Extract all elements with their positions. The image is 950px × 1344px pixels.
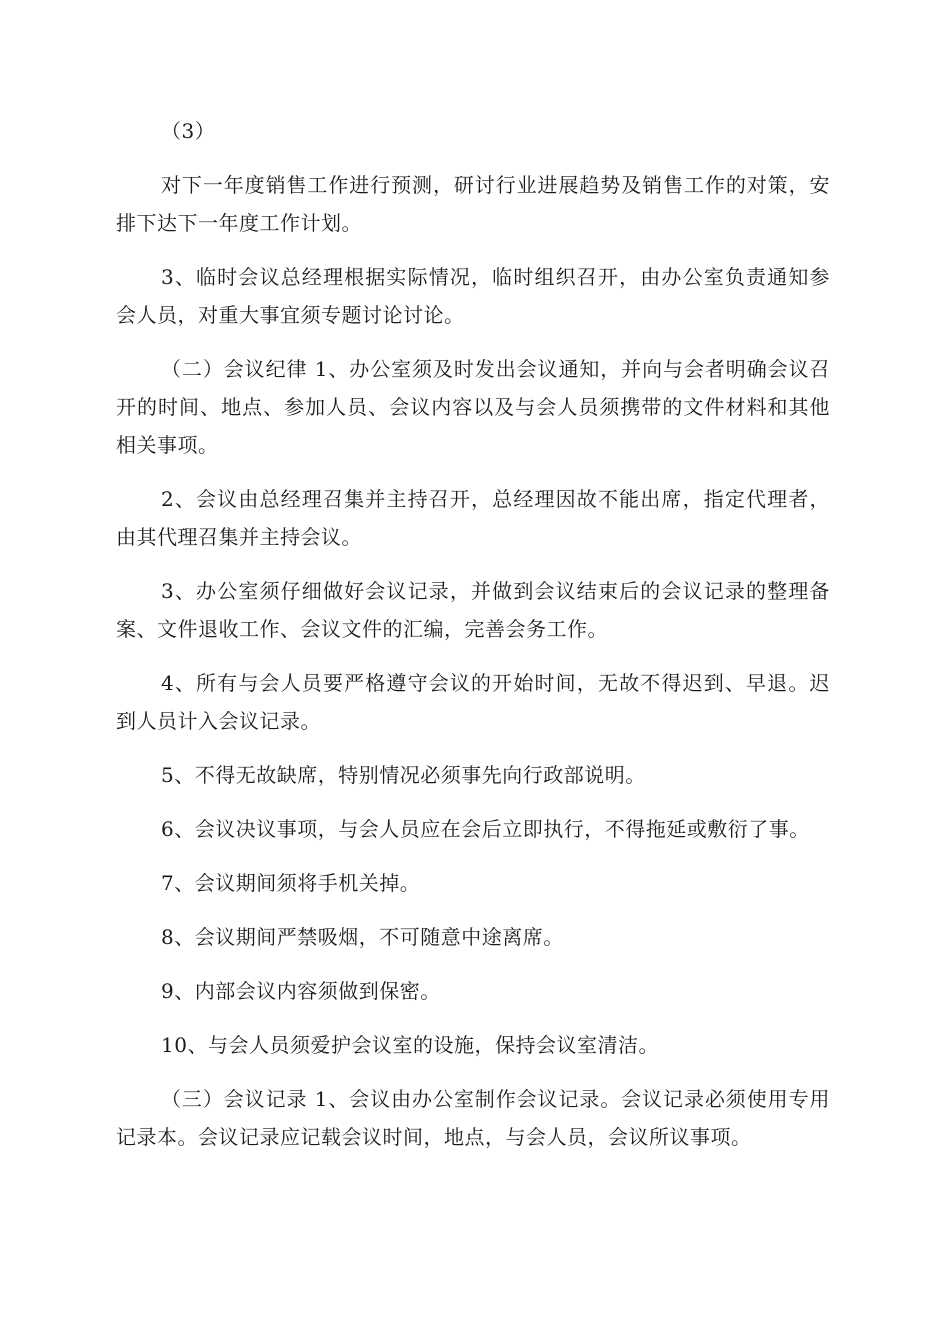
- paragraph-sales-forecast: 对下一年度销售工作进行预测，研讨行业进展趋势及销售工作的对策，安排下达下一年度工作计划。: [116, 173, 830, 235]
- paragraph-meeting-discipline-7: 7、会议期间须将手机关掉。: [161, 871, 421, 895]
- paragraph-meeting-discipline-8: 8、会议期间严禁吸烟，不可随意中途离席。: [161, 925, 564, 949]
- paragraph-meeting-discipline-10: 10、与会人员须爱护会议室的设施，保持会议室清洁。: [161, 1033, 659, 1057]
- paragraph-meeting-discipline-6: 6、会议决议事项，与会人员应在会后立即执行，不得拖延或敷衍了事。: [161, 817, 810, 841]
- paragraph-meeting-records-1: （三）会议记录 1、会议由办公室制作会议记录。会议记录必须使用专用记录本。会议记录应记载会议时间，地点，与会人员，会议所议事项。: [116, 1087, 830, 1149]
- paragraph-meeting-discipline-9: 9、内部会议内容须做到保密。: [161, 979, 441, 1003]
- paragraph-meeting-discipline-1: （二）会议纪律 1、办公室须及时发出会议通知，并向与会者明确会议召开的时间、地点、参加人员、会议内容以及与会人员须携带的文件材料和其他相关事项。: [116, 357, 830, 457]
- paragraph-temporary-meeting: 3、临时会议总经理根据实际情况，临时组织召开，由办公室负责通知参会人员，对重大事宜须专题讨论讨论。: [116, 265, 830, 327]
- paragraph-meeting-discipline-5: 5、不得无故缺席，特别情况必须事先向行政部说明。: [161, 763, 646, 787]
- paragraph-meeting-discipline-3: 3、办公室须仔细做好会议记录，并做到会议结束后的会议记录的整理备案、文件退收工作、会议文件的汇编，完善会务工作。: [116, 579, 830, 641]
- paragraph-meeting-discipline-4: 4、所有与会人员要严格遵守会议的开始时间，无故不得迟到、早退。迟到人员计入会议记录。: [116, 671, 830, 733]
- document-body: [116, 112, 830, 1172]
- paragraph-meeting-discipline-2: 2、会议由总经理召集并主持召开，总经理因故不能出席，指定代理者，由其代理召集并主持会议。: [116, 487, 830, 549]
- paragraph-item-3-marker: （3）: [161, 119, 216, 143]
